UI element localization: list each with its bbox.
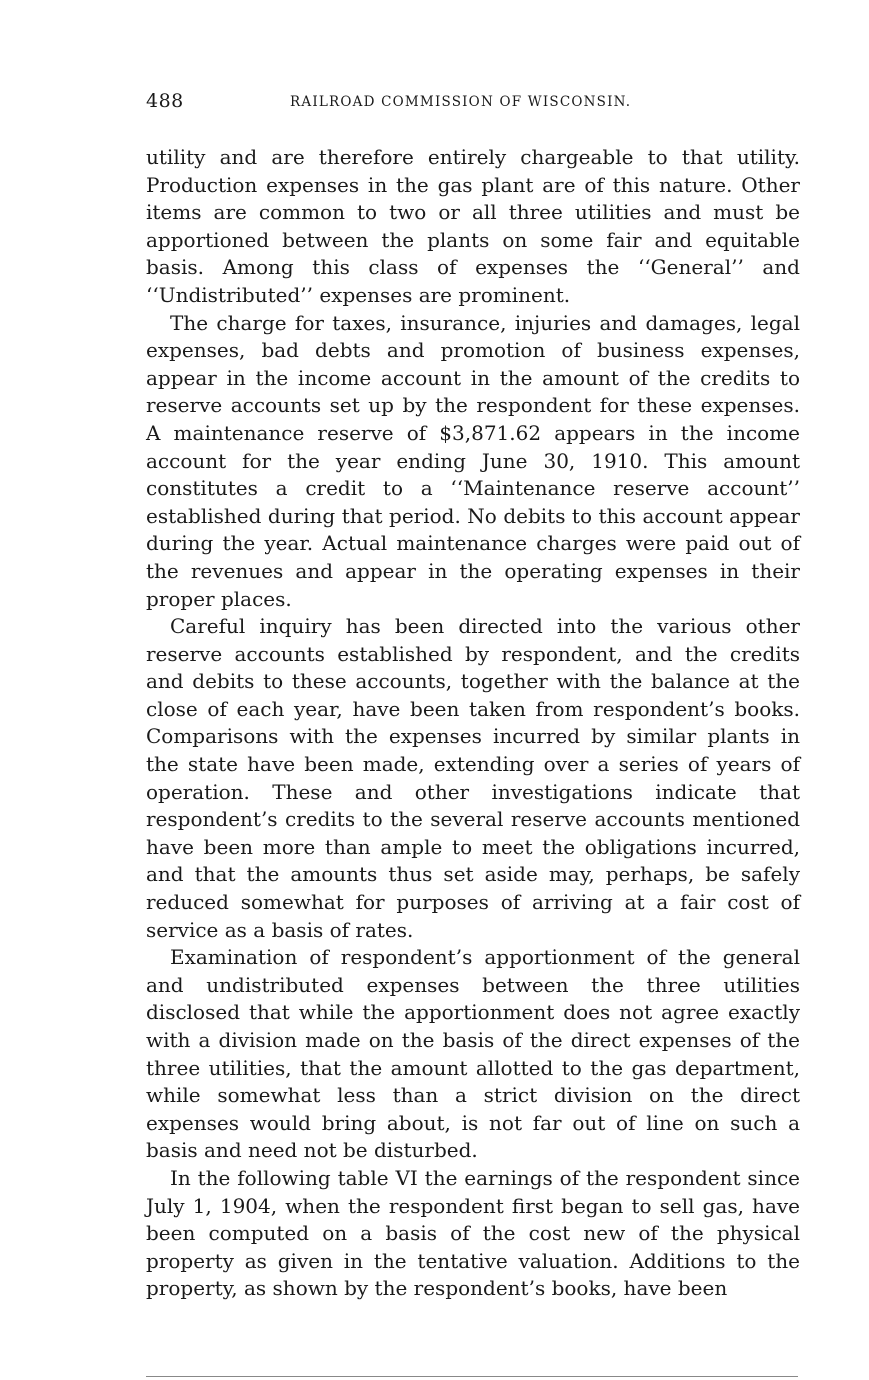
paragraph-apportionment: Examination of respondent’s apportionment of the general and undistributed expenses between the three utilities disclosed that while the apportionment does not agree exactly with a division made on the basis of the direct expenses of the three utilities, that the amount allotted to the gas department, while somewhat less than a strict division on the direct expenses would bring about, is not far out of line on such a basis and need not be disturbed. xyxy=(146,945,800,1163)
body-text xyxy=(146,144,800,1303)
paragraph-table-vi: In the following table VI the earnings of the respondent since July 1, 1904, when the respondent first began to sell gas, have been computed on a basis of the cost new of the physical property as given in the tentative valuation. Additions to the property, as shown by the respondent’s books, have been xyxy=(146,1165,800,1301)
paragraph-reserve-charges: The charge for taxes, insurance, injuries and damages, legal expenses, bad debts and promotion of business expenses, appear in the income account in the amount of the credits to reserve accounts set up by the respondent for these expenses. A maintenance reserve of $3,871.62 appears in the income account for the year ending June 30, 1910. This amount constitutes a credit to a ‘‘Maintenance reserve account’’ established during that period. No debits to this account appear during the year. Actual maintenance charges were paid out of the revenues and appear in the operating expenses in their proper places. xyxy=(146,310,800,611)
paragraph-reserve-inquiry: Careful inquiry has been directed into the various other reserve accounts established by respondent, and the credits and debits to these accounts, together with the balance at the close of each year, have been taken from respondent’s books. Comparisons with the expenses incurred by similar plants in the state have been made, extending over a series of years of operation. These and other investigations indicate that respondent’s credits to the several reserve accounts mentioned have been more than ample to meet the obligations incurred, and that the amounts thus set aside may, perhaps, be safely reduced somewhat for purposes of arriving at a fair cost of service as a basis of rates. xyxy=(146,614,800,942)
page-number: 488 xyxy=(146,90,184,112)
running-head: RAILROAD COMMISSION OF WISCONSIN. xyxy=(290,94,632,110)
bottom-rule xyxy=(146,1376,798,1377)
paragraph-continued: utility and are therefore entirely chargeable to that utility. Production expenses in the gas plant are of this nature. Other items are common to two or all three utilities and must be apportioned between the plants on some fair and equitable basis. Among this class of expenses the ‘‘General’’ and ‘‘Undistributed’’ expenses are prominent. xyxy=(146,145,800,307)
page-header xyxy=(146,90,798,114)
